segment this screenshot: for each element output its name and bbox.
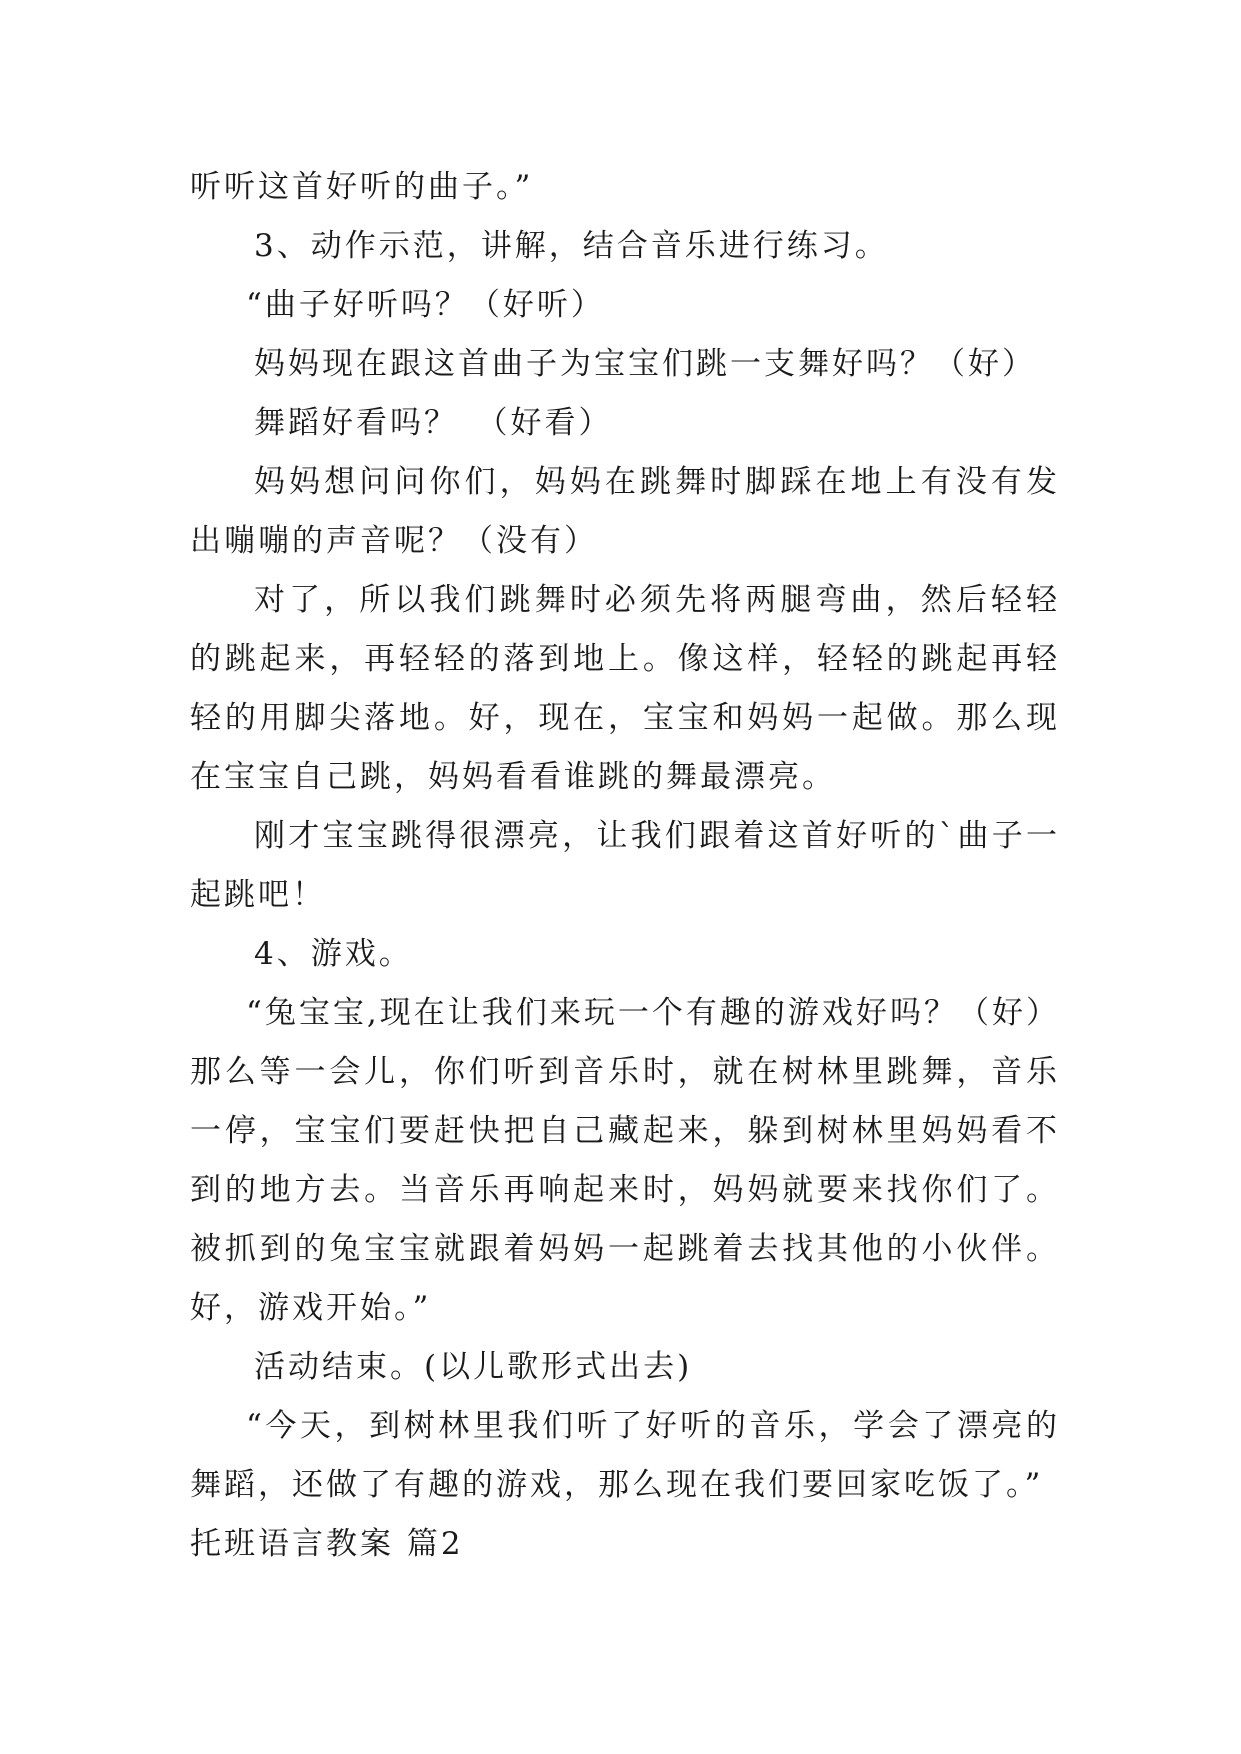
paragraph: 听听这首好听的曲子。” [190,169,534,205]
paragraph: 妈妈想问问你们，妈妈在跳舞时脚踩在地上有没有发出嘣嘣的声音呢？（没有） [190,464,1060,559]
paragraph: 刚才宝宝跳得很漂亮，让我们跟着这首好听的`曲子一起跳吧！ [190,818,1060,913]
paragraph: “兔宝宝,现在让我们来玩一个有趣的游戏好吗？（好）那么等一会儿，你们听到音乐时，就在树林里跳舞，音乐一停，宝宝们要赶快把自己藏起来，躲到树林里妈妈看不到的地方去。当音乐再响起来时，妈妈就要来找你们了。被抓到的兔宝宝就跟着妈妈一起跳着去找其他的小伙伴。好，游戏开始。” [190,995,1060,1326]
paragraph: “今天，到树林里我们听了好听的音乐，学会了漂亮的舞蹈，还做了有趣的游戏，那么现在我们要回家吃饭了。” [190,1408,1060,1503]
document-body [190,158,1060,1574]
paragraph: 活动结束。(以儿歌形式出去) [254,1349,693,1385]
paragraph: 舞蹈好看吗？ （好看） [254,405,613,441]
paragraph: 4、游戏。 [254,936,413,972]
paragraph: 对了，所以我们跳舞时必须先将两腿弯曲，然后轻轻的跳起来，再轻轻的落到地上。像这样，轻轻的跳起再轻轻的用脚尖落地。好，现在，宝宝和妈妈一起做。那么现在宝宝自己跳，妈妈看看谁跳的舞最漂亮。 [190,582,1060,795]
paragraph: 3、动作示范，讲解，结合音乐进行练习。 [254,228,889,264]
paragraph: “曲子好听吗？（好听） [246,287,605,323]
paragraph: 妈妈现在跟这首曲子为宝宝们跳一支舞好吗？（好） [254,346,1036,382]
section-heading: 托班语言教案 篇2 [190,1526,464,1562]
